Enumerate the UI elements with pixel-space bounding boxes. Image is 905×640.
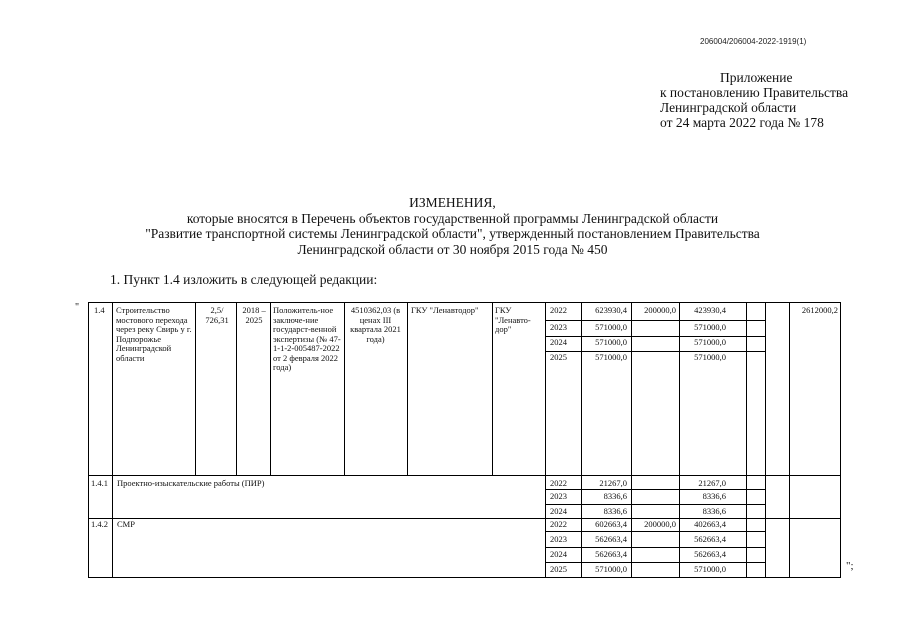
regional-cell: 571000,0	[694, 564, 726, 574]
total-cell: 571000,0	[595, 337, 627, 347]
total-cell: 571000,0	[595, 352, 627, 362]
total-cell: 21267,0	[599, 478, 627, 488]
title-line: Ленинградской области от 30 ноября 2015 года № 450	[297, 241, 608, 257]
regional-cell: 423930,4	[694, 305, 726, 315]
total-cell: 571000,0	[595, 564, 627, 574]
year-cell: 2024	[550, 549, 567, 559]
point-instruction: 1. Пункт 1.4 изложить в следующей редакции:	[110, 272, 378, 287]
regional-cell: 562663,4	[694, 534, 726, 544]
regional-cell: 8336,6	[702, 491, 726, 501]
regional-cell: 21267,0	[698, 478, 726, 488]
year-cell: 2025	[550, 352, 567, 362]
federal-cell: 200000,0	[644, 305, 676, 315]
annex-line: Ленинградской области	[660, 100, 797, 115]
year-cell: 2022	[550, 519, 567, 529]
quote-close-mark: ";	[846, 560, 854, 572]
annex-line: к постановлению Правительства	[660, 85, 849, 100]
title-line: "Развитие транспортной системы Ленинградской области", утвержденный постановлением Правительства	[145, 226, 760, 241]
total-cell: 623930,4	[595, 305, 627, 315]
total-cell: 562663,4	[595, 534, 627, 544]
year-cell: 2024	[550, 506, 567, 516]
row-number: 1.4	[94, 305, 105, 315]
objects-table	[88, 302, 841, 578]
total-cell: 602663,4	[595, 519, 627, 529]
document-id: 206004/206004-2022-1919(1)	[700, 37, 807, 46]
regional-cell: 402663,4	[694, 519, 726, 529]
period-cell: 2018 – 2025	[242, 305, 266, 325]
regional-cell: 571000,0	[694, 352, 726, 362]
total-cell: 571000,0	[595, 322, 627, 332]
year-cell: 2022	[550, 305, 567, 315]
row-number: 1.4.2	[91, 519, 108, 529]
quote-open-mark: "	[75, 302, 80, 313]
document-title	[0, 195, 905, 257]
remaining-cell: 2612000,2	[801, 305, 838, 315]
object-name: Строительство мостового перехода через реку Свирь у г. Подпорожье Ленинградской области	[116, 305, 192, 363]
cost-cell: 4510362,03 (в ценах III квартала 2021 года)	[350, 305, 401, 344]
title-heading: ИЗМЕНЕНИЯ,	[409, 195, 496, 210]
total-cell: 8336,6	[603, 506, 627, 516]
total-cell: 562663,4	[595, 549, 627, 559]
row-number: 1.4.1	[91, 478, 108, 488]
regional-cell: 8336,6	[702, 506, 726, 516]
work-name: Проектно-изыскательские работы (ПИР)	[117, 478, 265, 488]
year-cell: 2023	[550, 322, 567, 332]
year-cell: 2023	[550, 491, 567, 501]
annex-line: Приложение	[720, 70, 793, 85]
regional-cell: 571000,0	[694, 322, 726, 332]
customer-cell: ГКУ "Ленавтодор"	[411, 305, 479, 315]
annex-header	[660, 70, 848, 130]
executor-cell: ГКУ "Ленавто-дор"	[495, 305, 531, 334]
annex-line: от 24 марта 2022 года № 178	[660, 115, 824, 130]
year-cell: 2025	[550, 564, 567, 574]
regional-cell: 571000,0	[694, 337, 726, 347]
work-name: СМР	[117, 519, 135, 529]
regional-cell: 562663,4	[694, 549, 726, 559]
federal-cell: 200000,0	[644, 519, 676, 529]
year-cell: 2023	[550, 534, 567, 544]
year-cell: 2024	[550, 337, 567, 347]
expertise-cell: Положитель-ное заключе-ние государст-венной экспертизы (№ 47-1-1-2-005487-2022 от 2 февраля 2022 года)	[273, 305, 341, 372]
total-cell: 8336,6	[603, 491, 627, 501]
capacity-cell: 2,5/ 726,31	[205, 305, 229, 325]
title-line: которые вносятся в Перечень объектов государственной программы Ленинградской области	[186, 210, 719, 226]
year-cell: 2022	[550, 478, 567, 488]
